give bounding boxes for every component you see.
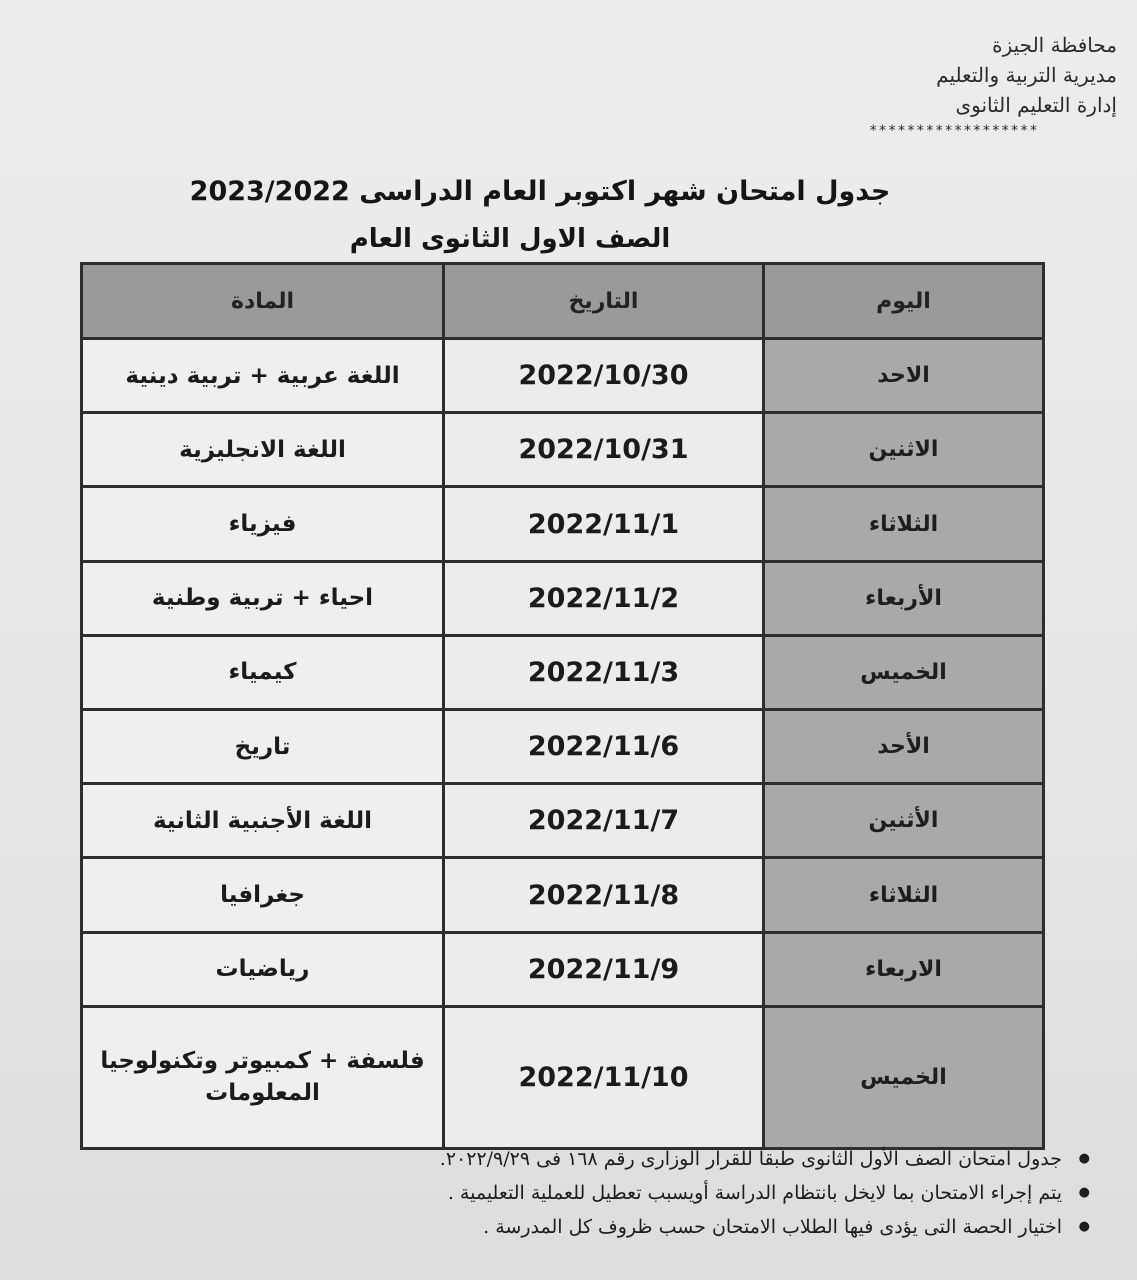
- grade-title: الصف الاول الثانوى العام: [349, 224, 671, 254]
- subject-cell: كيمياء: [82, 635, 444, 709]
- subject-cell: جغرافيا: [82, 858, 444, 932]
- administration-line: إدارة التعليم الثانوى: [955, 93, 1117, 117]
- schedule-title: جدول امتحان شهر اكتوبر العام الدراسى 2023/2022: [189, 176, 891, 207]
- date-cell: 2022/11/1: [444, 487, 764, 561]
- day-cell: الاثنين: [764, 413, 1044, 487]
- date-cell: 2022/11/7: [444, 784, 764, 858]
- day-cell: الثلاثاء: [764, 858, 1044, 932]
- table-row: [82, 413, 1044, 487]
- day-cell: الاحد: [764, 339, 1044, 413]
- table-row: [82, 784, 1044, 858]
- table-row: [82, 635, 1044, 709]
- date-cell: 2022/11/3: [444, 635, 764, 709]
- date-cell: 2022/11/8: [444, 858, 764, 932]
- subject-cell: تاريخ: [82, 710, 444, 784]
- table-row: [82, 858, 1044, 932]
- subject-cell: اللغة الانجليزية: [82, 413, 444, 487]
- header-date: التاريخ: [444, 264, 764, 339]
- header-day: اليوم: [764, 264, 1044, 339]
- date-cell: 2022/11/2: [444, 561, 764, 635]
- notes-list: [230, 1142, 1090, 1244]
- table-row: [82, 339, 1044, 413]
- subject-cell: فيزياء: [82, 487, 444, 561]
- subject-cell: فلسفة + كمبيوتر وتكنولوجيا المعلومات: [82, 1006, 444, 1148]
- note-item: ● يتم إجراء الامتحان بما لايخل بانتظام الدراسة أويسبب تعطيل للعملية التعليمية .: [230, 1176, 1090, 1210]
- day-cell: الأحد: [764, 710, 1044, 784]
- subject-cell: اللغة عربية + تربية دينية: [82, 339, 444, 413]
- date-cell: 2022/11/6: [444, 710, 764, 784]
- day-cell: الأثنين: [764, 784, 1044, 858]
- note-item: ● جدول امتحان الصف الأول الثانوى طبقا للقرار الوزارى رقم ١٦٨ فى ٢٠٢٢/٩/٢٩.: [230, 1142, 1090, 1176]
- exam-schedule-table: [80, 262, 1045, 1150]
- header-subject: المادة: [82, 264, 444, 339]
- note-item: ● اختيار الحصة التى يؤدى فيها الطلاب الامتحان حسب ظروف كل المدرسة .: [230, 1210, 1090, 1244]
- subject-cell: اللغة الأجنبية الثانية: [82, 784, 444, 858]
- date-cell: 2022/11/10: [444, 1006, 764, 1148]
- letterhead: [869, 30, 1117, 142]
- subject-cell: رياضيات: [82, 932, 444, 1006]
- table-row: [82, 1006, 1044, 1148]
- day-cell: الأربعاء: [764, 561, 1044, 635]
- subject-cell: احياء + تربية وطنية: [82, 561, 444, 635]
- governorate-line: محافظة الجيزة: [992, 33, 1117, 57]
- date-cell: 2022/10/31: [444, 413, 764, 487]
- day-cell: الخميس: [764, 635, 1044, 709]
- table-row: [82, 710, 1044, 784]
- table-header-row: [82, 264, 1044, 339]
- day-cell: الخميس: [764, 1006, 1044, 1148]
- table-row: [82, 487, 1044, 561]
- day-cell: الثلاثاء: [764, 487, 1044, 561]
- table-row: [82, 561, 1044, 635]
- directorate-line: مديرية التربية والتعليم: [936, 63, 1117, 87]
- date-cell: 2022/10/30: [444, 339, 764, 413]
- day-cell: الاربعاء: [764, 932, 1044, 1006]
- date-cell: 2022/11/9: [444, 932, 764, 1006]
- stars-divider: ******************: [869, 123, 1039, 139]
- table-row: [82, 932, 1044, 1006]
